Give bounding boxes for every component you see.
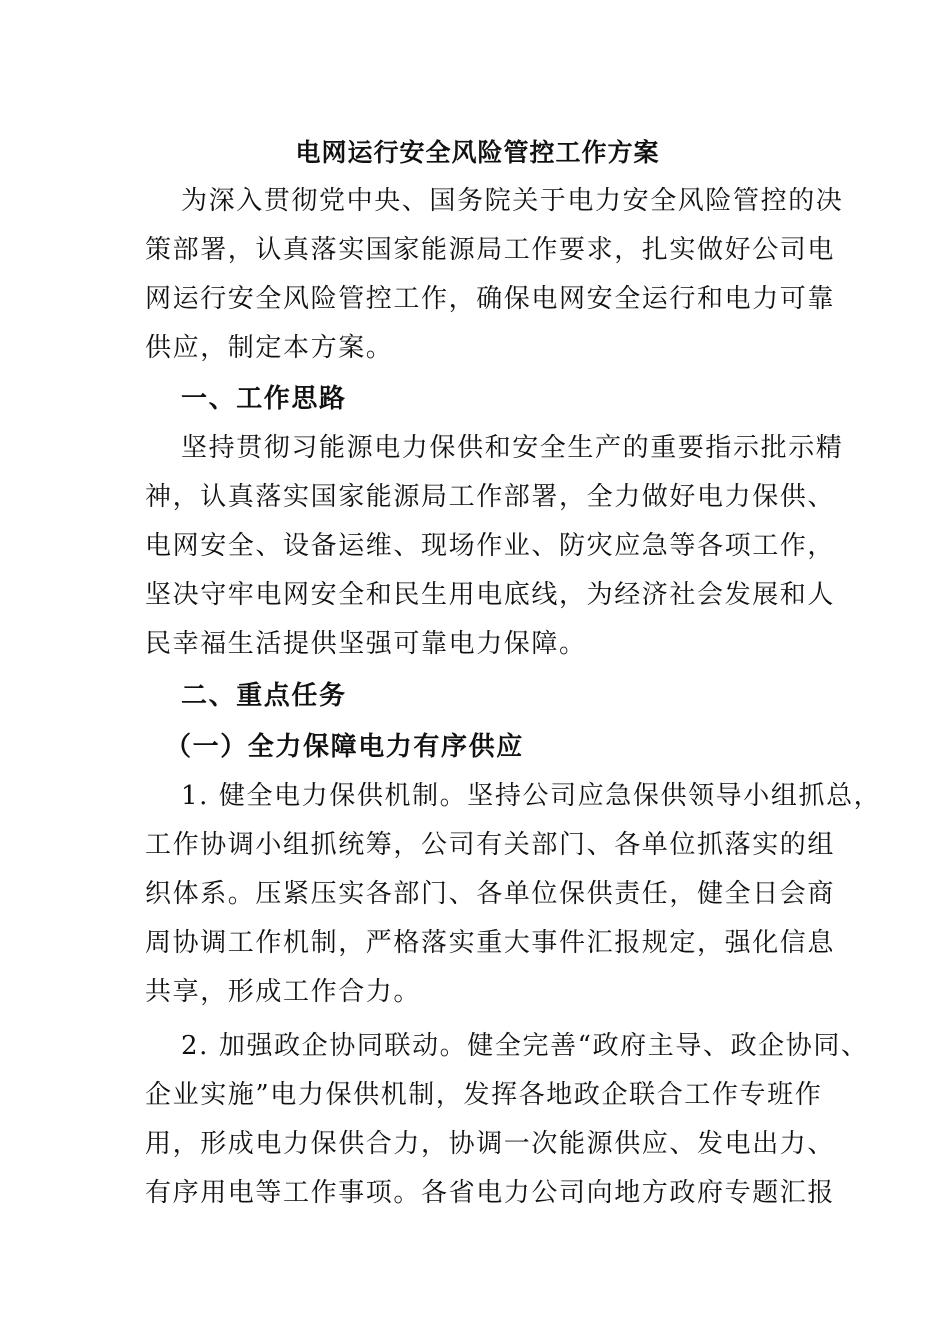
text-line: 民幸福生活提供坚强可靠电力保障。 <box>145 629 587 659</box>
text-line: 企业实施”电力保供机制，发挥各地政企联合工作专班作 <box>145 1080 823 1110</box>
text-line: 周协调工作机制，严格落实重大事件汇报规定，强化信息 <box>145 928 836 958</box>
section-heading <box>145 375 810 424</box>
subsection1-heading: （一）全力保障电力有序供应 <box>165 732 524 762</box>
text-line: 电网安全、设备运维、现场作业、防灾应急等各项工作， <box>145 531 836 561</box>
text-line: 供应，制定本方案。 <box>145 333 394 363</box>
section-heading <box>145 672 810 721</box>
text-line: 共享，形成工作合力。 <box>145 977 422 1007</box>
item2-paragraph <box>145 1022 869 1218</box>
text-line: 神，认真落实国家能源局工作部署，全力做好电力保供、 <box>145 482 836 512</box>
text-line: 网运行安全风险管控工作，确保电网安全运行和电力可靠 <box>145 284 836 314</box>
item1-paragraph <box>145 772 882 1017</box>
text-line: 有序用电等工作事项。各省电力公司向地方政府专题汇报 <box>145 1178 836 1208</box>
intro-paragraph <box>145 177 844 373</box>
text-line: 策部署，认真落实国家能源局工作要求，扎实做好公司电 <box>145 235 836 265</box>
text-line: 2. 加强政企协同联动。健全完善“政府主导、政企协同、 <box>181 1031 869 1061</box>
document-title: 电网运行安全风险管控工作方案 <box>295 138 660 167</box>
text-line: 坚决守牢电网安全和民生用电底线，为经济社会发展和人 <box>145 580 836 610</box>
text-line: 用，形成电力保供合力，协调一次能源供应、发电出力、 <box>145 1129 836 1159</box>
text-line: 工作协调小组抓统筹，公司有关部门、各单位抓落实的组 <box>145 830 836 860</box>
text-line: 坚持贯彻习能源电力保供和安全生产的重要指示批示精 <box>181 433 844 463</box>
subsection-heading <box>145 723 810 772</box>
section2-heading: 二、重点任务 <box>181 681 347 711</box>
section1-heading: 一、工作思路 <box>181 384 347 414</box>
section1-paragraph <box>145 424 844 669</box>
text-line: 织体系。压紧压实各部门、各单位保供责任，健全日会商 <box>145 879 836 909</box>
text-line: 1. 健全电力保供机制。坚持公司应急保供领导小组抓总， <box>181 781 882 811</box>
text-line: 为深入贯彻党中央、国务院关于电力安全风险管控的决 <box>181 186 844 216</box>
